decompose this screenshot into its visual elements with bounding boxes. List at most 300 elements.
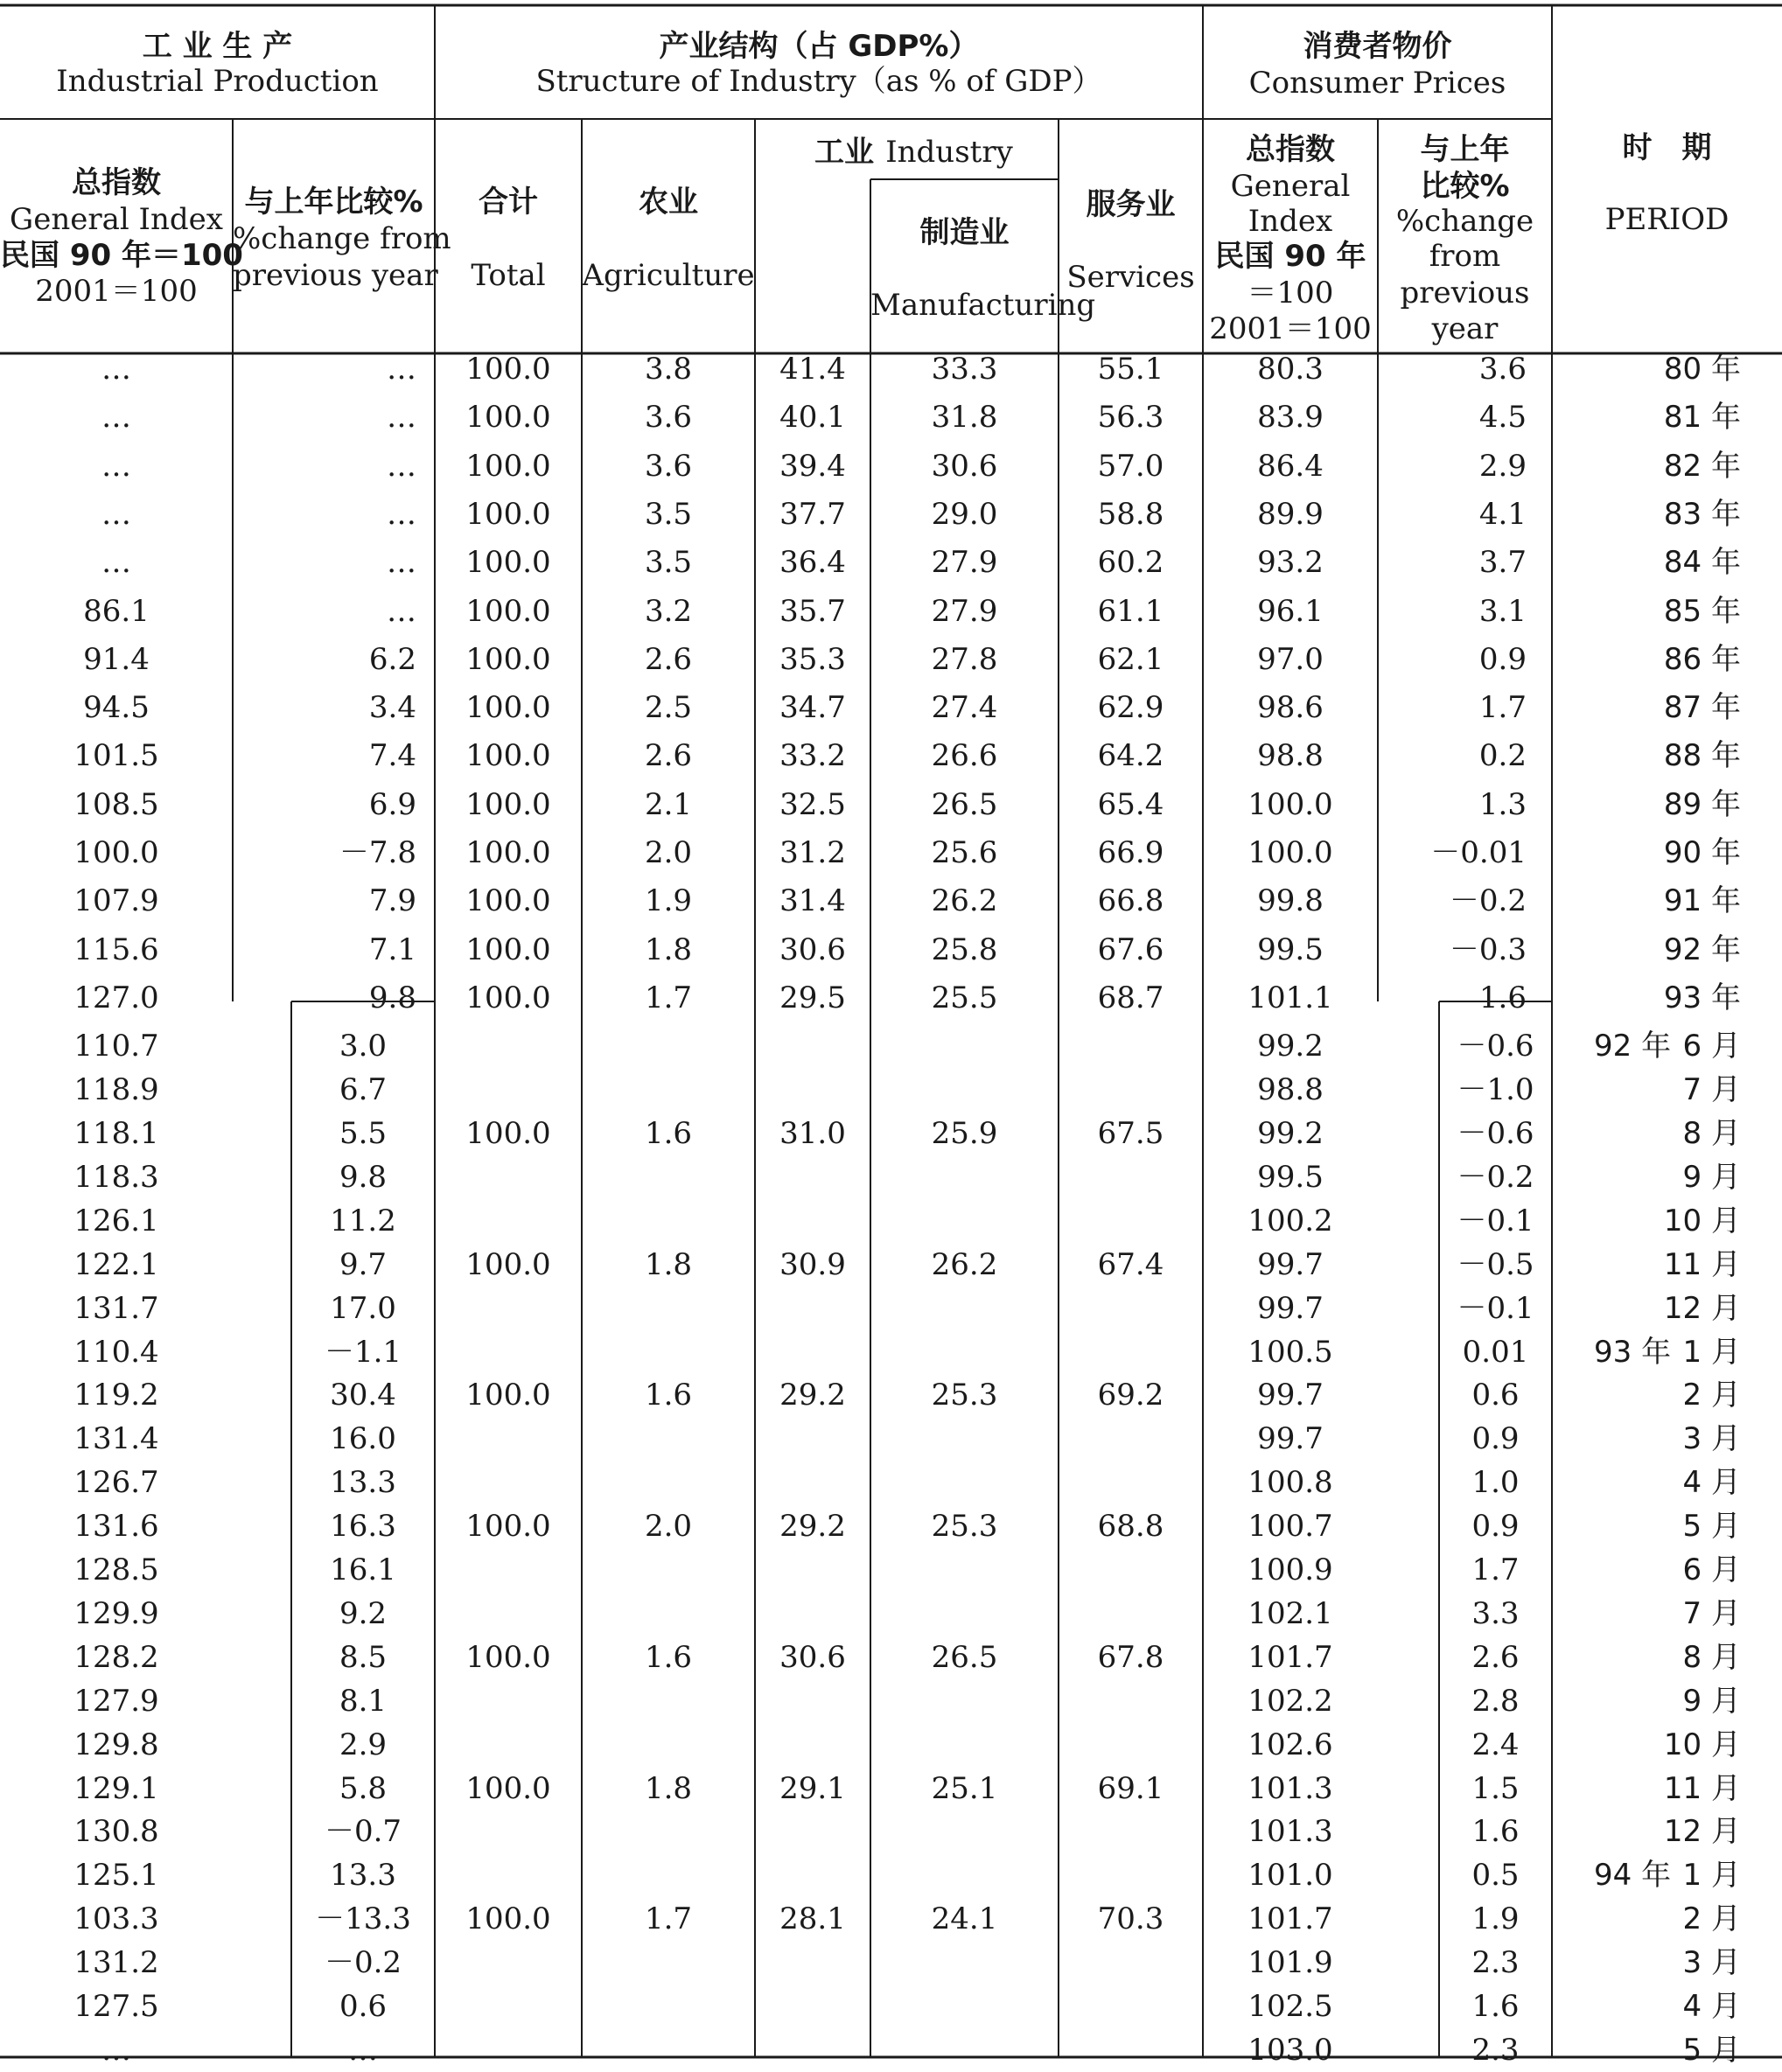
cpi-index-cell: 100.0 [1247,835,1333,870]
period-cell: 5 月 [1682,2032,1741,2068]
structure-agriculture-cell: 2.0 [644,835,693,870]
structure-services-cell: 67.5 [1097,1116,1164,1151]
ip-change-cell: 8.1 [339,1683,388,1719]
cpi-index-cell: 101.7 [1247,1639,1333,1675]
ip-change-cell: 3.0 [339,1029,388,1064]
ip-index-cell: 128.2 [73,1639,159,1675]
structure-industry-cell: 31.0 [779,1116,846,1151]
structure-industry-cell: 36.4 [779,545,846,581]
period-cell: 3 月 [1682,1421,1741,1457]
period-cell: 82 年 [1663,448,1741,484]
structure-manufacturing-cell: 25.3 [931,1509,998,1545]
period-cell: 4 月 [1682,1989,1741,2024]
cpi-change-cell: 1.0 [1471,1465,1520,1501]
ip-change-cell: 6.7 [339,1072,388,1108]
ip-change-cell: 5.5 [339,1116,388,1151]
period-cell: 85 年 [1663,593,1741,629]
cpi-index-cell: 99.7 [1257,1246,1324,1282]
ip-index-cell: 131.6 [73,1509,159,1545]
ip-change-cell: 16.1 [330,1552,396,1587]
header-industrial-production-cn: 工 业 生 产 [142,29,293,64]
cpi-change-cell: 0.9 [1471,1421,1520,1457]
cpi-index-cell: 99.2 [1257,1029,1324,1064]
ip-change-cell: 7.4 [368,738,416,774]
structure-industry-cell: 29.2 [779,1509,846,1545]
cpi-index-cell: 98.6 [1257,690,1324,726]
structure-services-cell: 69.2 [1097,1378,1164,1413]
structure-agriculture-cell: 1.7 [644,1901,693,1937]
structure-manufacturing-cell: 25.3 [931,1378,998,1413]
structure-industry-cell: 30.6 [779,1639,846,1675]
ip-change-cell: 11.2 [330,1203,396,1238]
structure-industry-cell: 32.5 [779,786,846,822]
period-cell: 8 月 [1682,1639,1741,1675]
structure-industry-cell: 30.6 [779,931,846,967]
ip-change-cell: 6.2 [368,641,416,677]
structure-services-cell: 62.1 [1097,641,1164,677]
ip-index-cell: 130.8 [73,1814,159,1850]
cpi-index-cell: 100.7 [1247,1509,1333,1545]
period-cell: 80 年 [1663,352,1741,387]
cpi-change-cell: －0.3 [1449,931,1527,967]
structure-manufacturing-cell: 24.1 [931,1901,998,1937]
cpi-index-cell: 101.0 [1247,1858,1333,1894]
cpi-change-cell: 2.3 [1471,2032,1520,2068]
period-year-cell: 93 年 [1594,1334,1672,1370]
structure-industry-cell: 29.1 [779,1770,846,1806]
structure-total-cell: 100.0 [465,400,551,436]
cpi-change-cell: 1.6 [1471,1989,1520,2024]
ip-index-cell: 103.3 [73,1901,159,1937]
period-cell: 9 月 [1682,1683,1741,1719]
structure-total-cell: 100.0 [465,593,551,629]
cpi-change-cell: 3.6 [1478,352,1527,387]
period-cell: 6 月 [1682,1552,1741,1587]
ip-index-cell: 127.9 [73,1683,159,1719]
ip-change-cell: 0.6 [339,1989,388,2024]
period-cell: 2 月 [1682,1378,1741,1413]
cpi-change-cell: 1.9 [1471,1901,1520,1937]
structure-manufacturing-cell: 26.5 [931,1639,998,1675]
structure-services-cell: 61.1 [1097,593,1164,629]
period-year-cell: 94 年 [1594,1858,1672,1894]
ip-index-cell: 129.8 [73,1727,159,1762]
ip-change-cell: 16.3 [330,1509,396,1545]
period-cell: 12 月 [1663,1290,1741,1326]
structure-services-cell: 67.8 [1097,1639,1164,1675]
cpi-change-cell: －0.1 [1457,1203,1534,1238]
structure-agriculture-cell: 2.5 [644,690,693,726]
structure-total-cell: 100.0 [465,835,551,870]
structure-total-cell: 100.0 [465,1378,551,1413]
period-cell: 84 年 [1663,545,1741,581]
structure-manufacturing-cell: 26.2 [931,883,998,919]
structure-services-cell: 68.8 [1097,1509,1164,1545]
cpi-change-cell: 0.9 [1478,641,1527,677]
table-header: 工 业 生 产 Industrial Production 产业结构（占 GDP%） Structure of Industry（as % of GDP） 消费者物价 Consumer Prices 总指数 General Index 民国 90 年＝100 2001＝100 与上年比较% %change from previous year 合计 Total 农业 Agriculture 工业 Industry 制造业 Manufacturing 服务业 Services 总指数 General Index 民国 90 年 ＝100 2001＝100 与上年 比较% %change from previous year 时 期 PERIOD [0,29,1730,346]
structure-agriculture-cell: 3.6 [644,448,693,484]
structure-agriculture-cell: 3.6 [644,400,693,436]
cpi-index-cell: 99.7 [1257,1290,1324,1326]
cpi-change-cell: 1.5 [1471,1770,1520,1806]
cpi-index-cell: 100.9 [1247,1552,1333,1587]
cpi-index-cell: 100.2 [1247,1203,1333,1238]
structure-services-cell: 66.8 [1097,883,1164,919]
cpi-index-cell: 102.5 [1247,1989,1333,2024]
structure-agriculture-cell: 2.0 [644,1509,693,1545]
period-cell: 86 年 [1663,641,1741,677]
ip-index-cell: 118.1 [73,1116,159,1151]
structure-services-cell: 68.7 [1097,980,1164,1015]
structure-manufacturing-cell: 25.6 [931,835,998,870]
period-cell: 91 年 [1663,883,1741,919]
structure-industry-cell: 37.7 [779,496,846,532]
ip-index-cell: 128.5 [73,1552,159,1587]
ip-index-cell: 131.2 [73,1945,159,1981]
structure-total-cell: 100.0 [465,1116,551,1151]
cpi-change-cell: －0.01 [1430,835,1527,870]
period-cell: 5 月 [1682,1509,1741,1545]
structure-manufacturing-cell: 25.8 [931,931,998,967]
structure-total-cell: 100.0 [465,641,551,677]
structure-total-cell: 100.0 [465,352,551,387]
ip-index-cell: 101.5 [73,738,159,774]
cpi-index-cell: 99.2 [1257,1116,1324,1151]
period-cell: 6 月 [1682,1029,1741,1064]
ip-change-cell: 9.7 [339,1246,388,1282]
ip-index-cell: 127.0 [73,980,159,1015]
cpi-change-cell: －0.1 [1457,1290,1534,1326]
ip-change-cell: －0.2 [324,1945,402,1981]
ip-index-cell: … [101,400,131,436]
structure-agriculture-cell: 1.6 [644,1378,693,1413]
cpi-index-cell: 101.7 [1247,1901,1333,1937]
ip-change-cell: 5.8 [339,1770,388,1806]
structure-services-cell: 67.6 [1097,931,1164,967]
structure-agriculture-cell: 3.2 [644,593,693,629]
structure-manufacturing-cell: 33.3 [931,352,998,387]
structure-services-cell: 70.3 [1097,1901,1164,1937]
cpi-index-cell: 102.6 [1247,1727,1333,1762]
ip-index-cell: 126.1 [73,1203,159,1238]
structure-services-cell: 57.0 [1097,448,1164,484]
period-cell: 81 年 [1663,400,1741,436]
structure-services-cell: 66.9 [1097,835,1164,870]
structure-total-cell: 100.0 [465,883,551,919]
ip-index-cell: … [101,352,131,387]
cpi-change-cell: 2.6 [1471,1639,1520,1675]
header-consumer-prices-cn: 消费者物价 [1303,29,1452,64]
ip-index-cell: 110.7 [73,1029,159,1064]
structure-total-cell: 100.0 [465,1639,551,1675]
header-industrial-production-en: Industrial Production [56,64,379,99]
cpi-change-cell: 2.4 [1471,1727,1520,1762]
structure-industry-cell: 31.2 [779,835,846,870]
ip-change-cell: 9.8 [368,980,416,1015]
ip-change-cell: 13.3 [330,1858,396,1894]
structure-total-cell: 100.0 [465,1901,551,1937]
period-year-cell: 92 年 [1594,1029,1672,1064]
cpi-change-cell: 0.9 [1471,1509,1520,1545]
structure-total-cell: 100.0 [465,448,551,484]
structure-agriculture-cell: 1.6 [644,1639,693,1675]
cpi-change-cell: 1.3 [1478,786,1527,822]
structure-total-cell: 100.0 [465,496,551,532]
structure-agriculture-cell: 1.8 [644,1770,693,1806]
cpi-index-cell: 99.7 [1257,1421,1324,1457]
header-structure-en: Structure of Industry（as % of GDP） [535,64,1102,99]
structure-total-cell: 100.0 [465,931,551,967]
structure-total-cell: 100.0 [465,545,551,581]
structure-services-cell: 60.2 [1097,545,1164,581]
structure-manufacturing-cell: 25.1 [931,1770,998,1806]
ip-change-cell: … [387,593,416,629]
structure-services-cell: 55.1 [1097,352,1164,387]
cpi-index-cell: 99.7 [1257,1378,1324,1413]
structure-total-cell: 100.0 [465,980,551,1015]
structure-manufacturing-cell: 26.2 [931,1246,998,1282]
period-cell: 10 月 [1663,1203,1741,1238]
period-cell: 7 月 [1682,1072,1741,1108]
cpi-index-cell: 96.1 [1257,593,1324,629]
cpi-change-cell: －0.6 [1457,1116,1534,1151]
structure-manufacturing-cell: 31.8 [931,400,998,436]
structure-services-cell: 56.3 [1097,400,1164,436]
ip-change-cell: 17.0 [330,1290,396,1326]
structure-industry-cell: 39.4 [779,448,846,484]
ip-index-cell: 126.7 [73,1465,159,1501]
structure-agriculture-cell: 1.9 [644,883,693,919]
cpi-index-cell: 101.3 [1247,1770,1333,1806]
period-cell: 12 月 [1663,1814,1741,1850]
ip-index-cell: 118.3 [73,1159,159,1195]
cpi-change-cell: 3.3 [1471,1595,1520,1631]
structure-services-cell: 62.9 [1097,690,1164,726]
cpi-index-cell: 99.8 [1257,883,1324,919]
structure-manufacturing-cell: 26.5 [931,786,998,822]
period-cell: 87 年 [1663,690,1741,726]
cpi-change-cell: 4.1 [1478,496,1527,532]
cpi-index-cell: 100.5 [1247,1334,1333,1370]
structure-services-cell: 67.4 [1097,1246,1164,1282]
structure-industry-cell: 40.1 [779,400,846,436]
period-cell: 10 月 [1663,1727,1741,1762]
period-cell: 92 年 [1663,931,1741,967]
structure-manufacturing-cell: 25.5 [931,980,998,1015]
period-cell: 93 年 [1663,980,1741,1015]
period-cell: 88 年 [1663,738,1741,774]
header-consumer-prices-en: Consumer Prices [1248,66,1506,101]
structure-total-cell: 100.0 [465,1770,551,1806]
ip-index-cell: … [101,496,131,532]
structure-total-cell: 100.0 [465,690,551,726]
header-structure-cn: 产业结构（占 GDP%） [659,29,979,64]
ip-index-cell: 115.6 [73,931,159,967]
cpi-change-cell: 1.7 [1471,1552,1520,1587]
cpi-change-cell: 3.7 [1478,545,1527,581]
structure-services-cell: 58.8 [1097,496,1164,532]
cpi-change-cell: 0.5 [1471,1858,1520,1894]
cpi-index-cell: 100.8 [1247,1465,1333,1501]
ip-change-cell: 9.2 [339,1595,388,1631]
period-cell: 3 月 [1682,1945,1741,1981]
cpi-index-cell: 102.2 [1247,1683,1333,1719]
structure-total-cell: 100.0 [465,786,551,822]
ip-index-cell: 108.5 [73,786,159,822]
cpi-index-cell: 89.9 [1257,496,1324,532]
ip-change-cell: … [387,545,416,581]
cpi-change-cell: 1.7 [1478,690,1527,726]
structure-services-cell: 65.4 [1097,786,1164,822]
cpi-index-cell: 99.5 [1257,1159,1324,1195]
structure-industry-cell: 41.4 [779,352,846,387]
cpi-index-cell: 100.0 [1247,786,1333,822]
period-cell: 1 月 [1682,1858,1741,1894]
ip-change-cell: 9.8 [339,1159,388,1195]
ip-change-cell: … [387,400,416,436]
structure-manufacturing-cell: 26.6 [931,738,998,774]
cpi-change-cell: 2.8 [1471,1683,1520,1719]
ip-index-cell: 107.9 [73,883,159,919]
cpi-index-cell: 98.8 [1257,738,1324,774]
ip-index-cell: … [101,2032,131,2068]
structure-agriculture-cell: 2.6 [644,738,693,774]
structure-manufacturing-cell: 27.9 [931,593,998,629]
structure-manufacturing-cell: 27.4 [931,690,998,726]
structure-industry-cell: 33.2 [779,738,846,774]
ip-index-cell: 129.1 [73,1770,159,1806]
cpi-change-cell: 2.3 [1471,1945,1520,1981]
ip-change-cell: … [387,448,416,484]
ip-change-cell: 3.4 [368,690,416,726]
ip-index-cell: 91.4 [83,641,150,677]
cpi-index-cell: 97.0 [1257,641,1324,677]
cpi-change-cell: 1.6 [1478,980,1527,1015]
period-cell: 8 月 [1682,1116,1741,1151]
cpi-index-cell: 83.9 [1257,400,1324,436]
cpi-change-cell: 1.6 [1471,1814,1520,1850]
ip-change-cell: … [387,352,416,387]
ip-change-cell: 2.9 [339,1727,388,1762]
ip-index-cell: 125.1 [73,1858,159,1894]
ip-index-cell: 110.4 [73,1334,159,1370]
structure-industry-cell: 30.9 [779,1246,846,1282]
ip-index-cell: 127.5 [73,1989,159,2024]
period-cell: 9 月 [1682,1159,1741,1195]
structure-manufacturing-cell: 27.8 [931,641,998,677]
period-cell: 1 月 [1682,1334,1741,1370]
structure-total-cell: 100.0 [465,1246,551,1282]
structure-industry-cell: 35.7 [779,593,846,629]
structure-manufacturing-cell: 29.0 [931,496,998,532]
structure-agriculture-cell: 1.7 [644,980,693,1015]
structure-total-cell: 100.0 [465,738,551,774]
cpi-change-cell: －0.2 [1457,1159,1534,1195]
ip-change-cell: … [348,2032,378,2068]
ip-change-cell: 7.9 [368,883,416,919]
cpi-change-cell: 3.1 [1478,593,1527,629]
cpi-index-cell: 99.5 [1257,931,1324,967]
ip-change-cell: －13.3 [315,1901,411,1937]
ip-index-cell: 131.4 [73,1421,159,1457]
structure-services-cell: 69.1 [1097,1770,1164,1806]
cpi-index-cell: 101.3 [1247,1814,1333,1850]
ip-change-cell: －1.1 [324,1334,402,1370]
cpi-change-cell: 4.5 [1478,400,1527,436]
structure-services-cell: 64.2 [1097,738,1164,774]
ip-index-cell: 86.1 [83,593,150,629]
structure-manufacturing-cell: 25.9 [931,1116,998,1151]
cpi-index-cell: 93.2 [1257,545,1324,581]
structure-agriculture-cell: 3.5 [644,545,693,581]
cpi-index-cell: 101.1 [1247,980,1333,1015]
ip-change-cell: 8.5 [339,1639,388,1675]
ip-index-cell: 100.0 [73,835,159,870]
structure-manufacturing-cell: 30.6 [931,448,998,484]
period-cell: 2 月 [1682,1901,1741,1937]
ip-change-cell: －0.7 [324,1814,402,1850]
structure-industry-cell: 29.2 [779,1378,846,1413]
cpi-index-cell: 102.1 [1247,1595,1333,1631]
ip-change-cell: 13.3 [330,1465,396,1501]
structure-industry-cell: 35.3 [779,641,846,677]
ip-index-cell: 94.5 [83,690,150,726]
cpi-change-cell: 0.2 [1478,738,1527,774]
ip-change-cell: 7.1 [368,931,416,967]
structure-agriculture-cell: 3.5 [644,496,693,532]
structure-industry-cell: 31.4 [779,883,846,919]
period-cell: 11 月 [1663,1770,1741,1806]
ip-index-cell: 129.9 [73,1595,159,1631]
structure-total-cell: 100.0 [465,1509,551,1545]
ip-change-cell: 16.0 [330,1421,396,1457]
ip-index-cell: 118.9 [73,1072,159,1108]
cpi-change-cell: －0.6 [1457,1029,1534,1064]
structure-agriculture-cell: 1.8 [644,931,693,967]
cpi-index-cell: 98.8 [1257,1072,1324,1108]
structure-agriculture-cell: 1.8 [644,1246,693,1282]
structure-industry-cell: 29.5 [779,980,846,1015]
ip-change-cell: 30.4 [330,1378,396,1413]
cpi-change-cell: －0.2 [1449,883,1527,919]
structure-manufacturing-cell: 27.9 [931,545,998,581]
cpi-index-cell: 103.0 [1247,2032,1333,2068]
cpi-change-cell: －1.0 [1457,1072,1534,1108]
structure-agriculture-cell: 2.6 [644,641,693,677]
cpi-change-cell: 0.6 [1471,1378,1520,1413]
cpi-index-cell: 86.4 [1257,448,1324,484]
period-cell: 83 年 [1663,496,1741,532]
ip-index-cell: 119.2 [73,1378,159,1413]
period-cell: 90 年 [1663,835,1741,870]
cpi-change-cell: 0.01 [1462,1334,1529,1370]
ip-index-cell: 131.7 [73,1290,159,1326]
ip-change-cell: －7.8 [339,835,416,870]
cpi-change-cell: －0.5 [1457,1246,1534,1282]
cpi-change-cell: 2.9 [1478,448,1527,484]
ip-index-cell: 122.1 [73,1246,159,1282]
ip-change-cell: 6.9 [368,786,416,822]
period-cell: 11 月 [1663,1246,1741,1282]
structure-agriculture-cell: 1.6 [644,1116,693,1151]
cpi-index-cell: 80.3 [1257,352,1324,387]
structure-industry-cell: 28.1 [779,1901,846,1937]
period-cell: 89 年 [1663,786,1741,822]
cpi-index-cell: 101.9 [1247,1945,1333,1981]
ip-index-cell: … [101,545,131,581]
ip-change-cell: … [387,496,416,532]
structure-industry-cell: 34.7 [779,690,846,726]
